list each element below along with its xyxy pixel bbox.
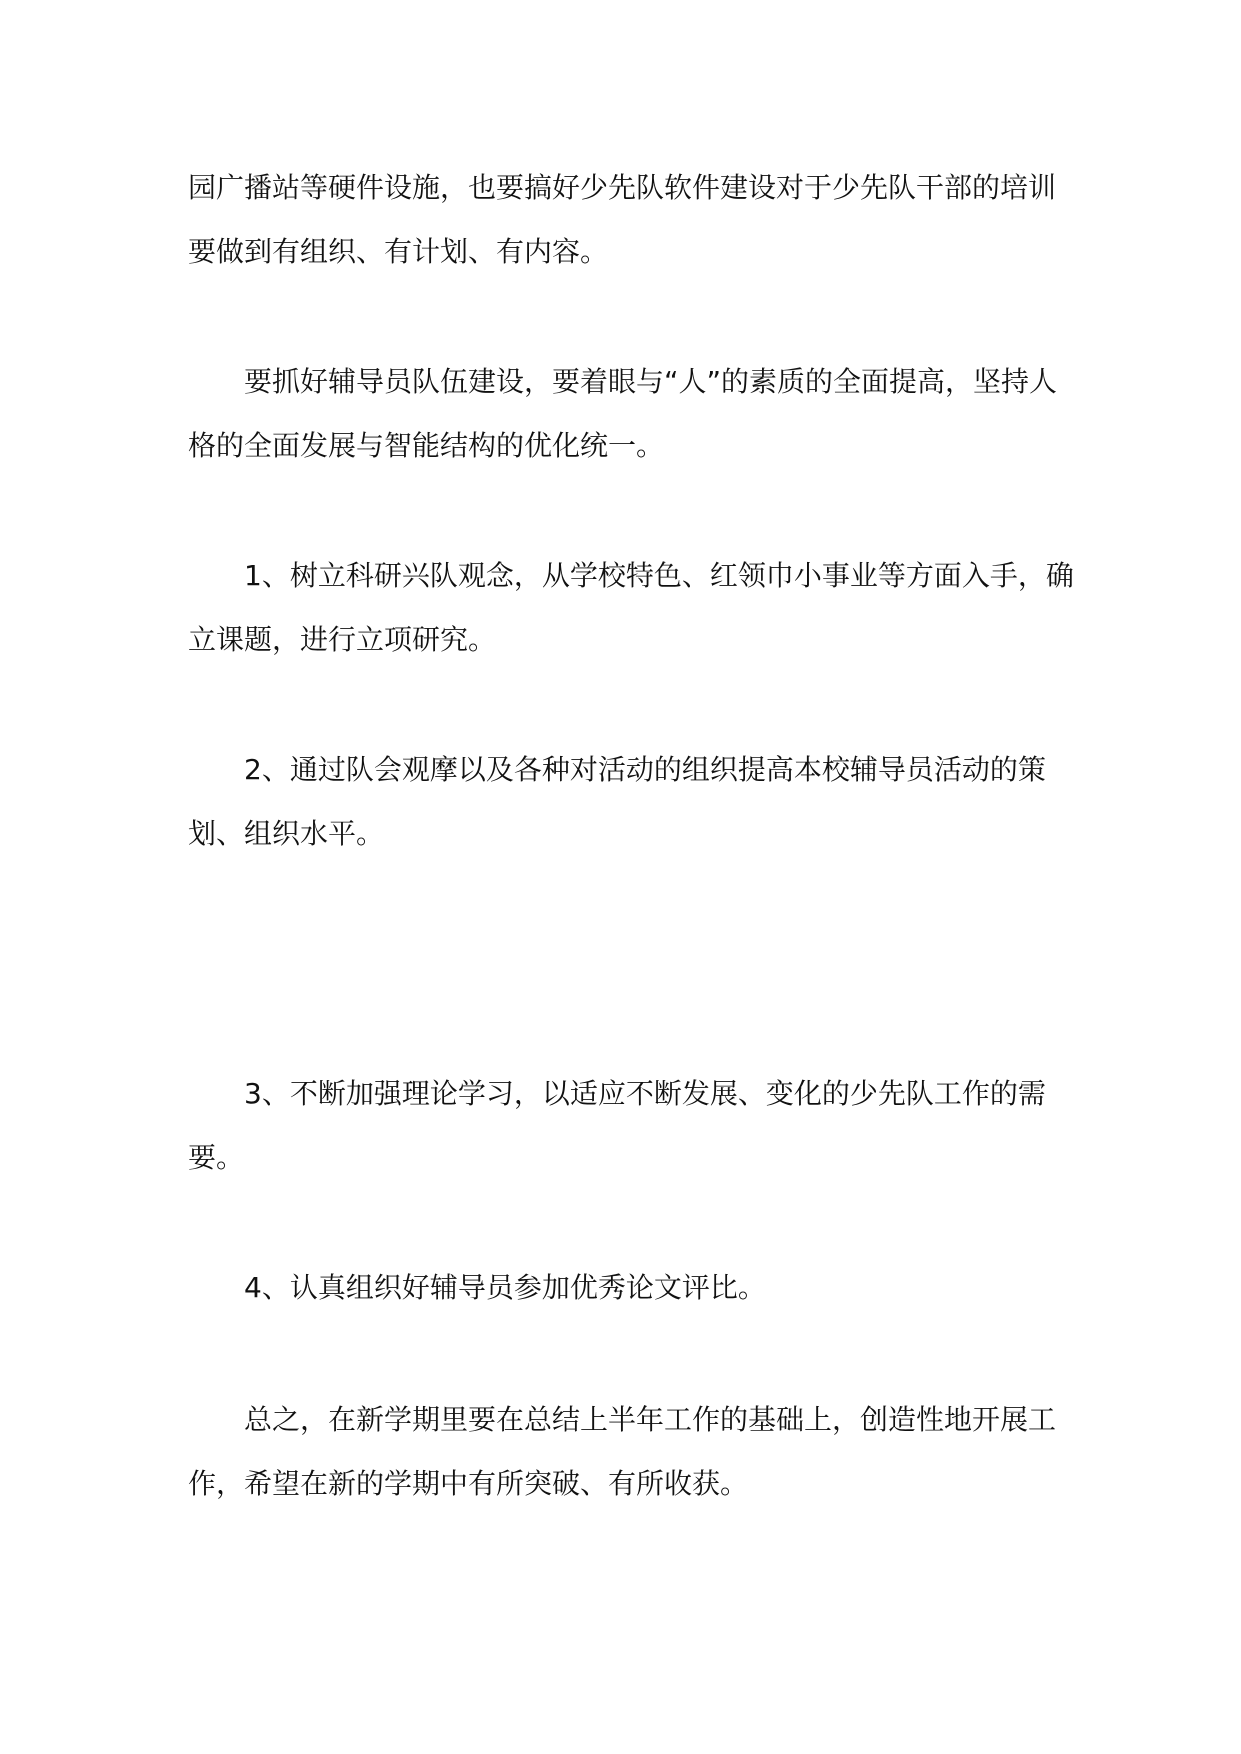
paragraph-item-3: 3、不断加强理论学习，以适应不断发展、变化的少先队工作的需要。 xyxy=(188,1077,1046,1174)
paragraph-counselor-team: 要抓好辅导员队伍建设，要着眼与“人”的素质的全面提高，坚持人格的全面发展与智能结构的优化统一。 xyxy=(188,365,1058,462)
paragraph-conclusion: 总之，在新学期里要在总结上半年工作的基础上，创造性地开展工作，希望在新的学期中有所突破、有所收获。 xyxy=(188,1403,1057,1500)
paragraph-item-1: 1、树立科研兴队观念，从学校特色、红领巾小事业等方面入手，确立课题，进行立项研究。 xyxy=(188,559,1074,656)
paragraph-item-4: 4、认真组织好辅导员参加优秀论文评比。 xyxy=(244,1271,766,1304)
paragraph-continuation: 园广播站等硬件设施，也要搞好少先队软件建设对于少先队干部的培训要做到有组织、有计划、有内容。 xyxy=(188,171,1057,268)
paragraph-item-2: 2、通过队会观摩以及各种对活动的组织提高本校辅导员活动的策划、组织水平。 xyxy=(188,753,1046,850)
